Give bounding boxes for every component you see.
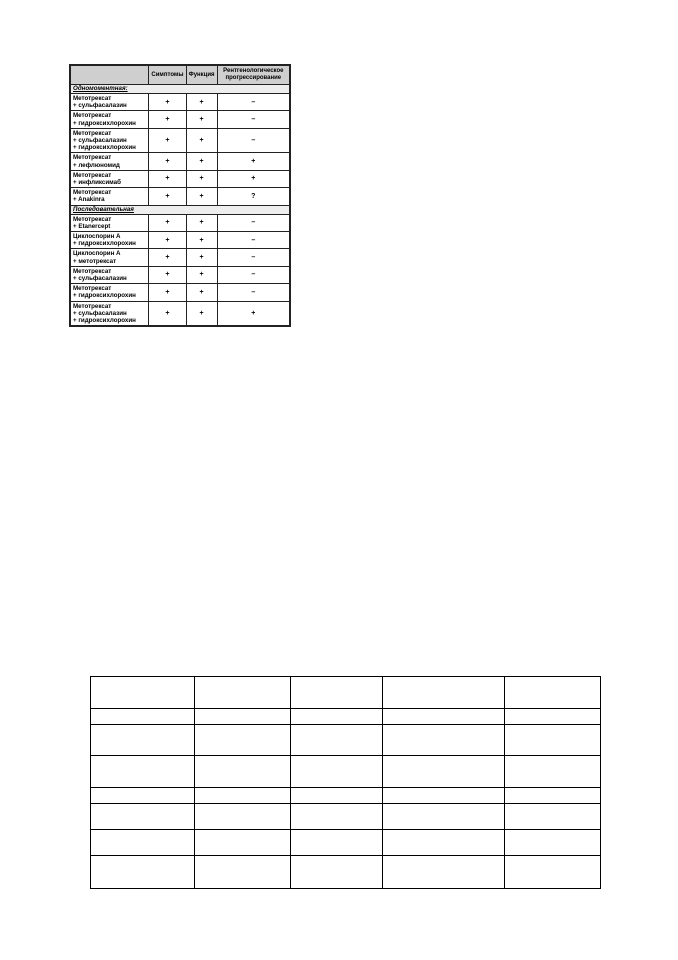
drug-cell	[71, 111, 149, 128]
grid-row	[91, 725, 601, 756]
grid-cell	[383, 856, 505, 889]
grid-cell	[91, 756, 195, 788]
table-row	[71, 284, 290, 301]
grid-row	[91, 756, 601, 788]
grid-cell	[383, 709, 505, 725]
table-row	[71, 266, 290, 283]
drug-line: Метотрексат	[73, 285, 112, 293]
grid-cell	[195, 830, 291, 856]
table-row	[71, 128, 290, 153]
grid-cell	[91, 709, 195, 725]
drug-cell	[71, 266, 149, 283]
mark-cell: +	[186, 111, 217, 128]
drug-cell	[71, 214, 149, 231]
drug-line: + метотрексат	[73, 257, 117, 265]
mark-cell: +	[149, 214, 186, 231]
mark-cell: +	[186, 301, 217, 326]
mark-cell: +	[217, 301, 289, 326]
table-row	[71, 188, 290, 205]
grid-cell	[291, 709, 383, 725]
section-row	[71, 85, 290, 94]
grid-cell	[195, 804, 291, 830]
mark-cell: –	[217, 111, 289, 128]
mark-cell: +	[149, 301, 186, 326]
header-cell: Симптомы	[149, 66, 186, 85]
table-row	[71, 249, 290, 266]
mark-cell: +	[149, 249, 186, 266]
section-title: Одномоментная:	[71, 85, 290, 94]
mark-cell: –	[217, 94, 289, 111]
grid-cell	[195, 856, 291, 889]
grid-cell	[195, 756, 291, 788]
grid-cell	[383, 788, 505, 804]
section-row	[71, 205, 290, 214]
grid-cell	[91, 677, 195, 709]
drug-line: Метотрексат	[73, 154, 112, 162]
mark-cell: +	[186, 128, 217, 153]
drug-cell	[71, 94, 149, 111]
drug-line: Метотрексат	[73, 215, 112, 223]
drug-line: + сульфасалазин	[73, 275, 127, 283]
mark-cell: +	[186, 232, 217, 249]
grid-cell	[505, 709, 601, 725]
mark-cell: ?	[217, 188, 289, 205]
drug-line: + сульфасалазин	[73, 102, 127, 110]
mark-cell: –	[217, 128, 289, 153]
grid-cell	[505, 830, 601, 856]
mark-cell: +	[149, 170, 186, 187]
header-cell: Рентгенологическое прогрессирование	[217, 66, 289, 85]
drug-line: Метотрексат	[73, 189, 112, 197]
drug-line: + гидроксихлорохин	[73, 292, 136, 300]
header-cell: Функция	[186, 66, 217, 85]
drug-line: + гидроксихлорохин	[73, 317, 136, 325]
grid-cell	[91, 788, 195, 804]
grid-cell	[291, 725, 383, 756]
grid-cell	[383, 725, 505, 756]
drug-line: Метотрексат	[73, 302, 112, 310]
mark-cell: +	[186, 214, 217, 231]
grid-cell	[195, 677, 291, 709]
drug-cell	[71, 232, 149, 249]
grid-cell	[505, 804, 601, 830]
grid-cell	[383, 804, 505, 830]
drug-line: Метотрексат	[73, 95, 112, 102]
drug-line: + Anakinra	[73, 196, 105, 204]
mark-cell: +	[186, 170, 217, 187]
drug-line: + инфликсимаб	[73, 179, 121, 187]
drug-line: + гидроксихлорохин	[73, 144, 136, 152]
grid-row	[91, 804, 601, 830]
grid-cell	[91, 804, 195, 830]
drug-line: + гидроксихлорохин	[73, 240, 136, 248]
grid-cell	[291, 804, 383, 830]
grid-cell	[291, 830, 383, 856]
drug-line: Метотрексат	[73, 267, 112, 275]
mark-cell: +	[149, 232, 186, 249]
grid-cell	[291, 677, 383, 709]
empty-grid-table	[90, 676, 601, 889]
grid-cell	[291, 856, 383, 889]
grid-cell	[505, 856, 601, 889]
drug-cell	[71, 249, 149, 266]
grid-row	[91, 856, 601, 889]
drug-cell	[71, 188, 149, 205]
drug-line: Циклоспорин А	[73, 233, 121, 241]
grid-row	[91, 709, 601, 725]
mark-cell: +	[149, 128, 186, 153]
mark-cell: +	[149, 188, 186, 205]
grid-cell	[291, 788, 383, 804]
grid-cell	[195, 709, 291, 725]
drug-line: Метотрексат	[73, 112, 112, 120]
drug-line: Метотрексат	[73, 129, 112, 137]
drug-cell	[71, 301, 149, 326]
drug-line: + Etanercept	[73, 222, 111, 230]
mark-cell: +	[186, 94, 217, 111]
mark-cell: +	[186, 266, 217, 283]
mark-cell: –	[217, 232, 289, 249]
grid-cell	[91, 830, 195, 856]
header-cell	[71, 66, 149, 85]
mark-cell: +	[217, 153, 289, 170]
table-row	[71, 170, 290, 187]
drug-line: + сульфасалазин	[73, 137, 127, 145]
drug-cell	[71, 128, 149, 153]
mark-cell: –	[217, 214, 289, 231]
drug-line: + сульфасалазин	[73, 309, 127, 317]
table-row	[71, 153, 290, 170]
drug-cell	[71, 170, 149, 187]
drug-line: Метотрексат	[73, 171, 112, 179]
table-row	[71, 214, 290, 231]
mark-cell: +	[186, 284, 217, 301]
mark-cell: +	[186, 249, 217, 266]
drug-line: + гидроксихлорохин	[73, 119, 136, 127]
grid-cell	[505, 788, 601, 804]
drug-cell	[71, 284, 149, 301]
table-row	[71, 232, 290, 249]
table-row	[71, 111, 290, 128]
mark-cell: –	[217, 284, 289, 301]
grid-cell	[91, 725, 195, 756]
grid-cell	[195, 788, 291, 804]
mark-cell: +	[149, 266, 186, 283]
header-row	[71, 66, 290, 85]
scanned-table-image	[69, 64, 291, 327]
table-row	[71, 94, 290, 111]
mark-cell: +	[186, 188, 217, 205]
mark-cell: +	[217, 170, 289, 187]
mark-cell: +	[149, 284, 186, 301]
drug-cell	[71, 153, 149, 170]
grid-cell	[383, 677, 505, 709]
grid-cell	[383, 830, 505, 856]
mark-cell: +	[186, 153, 217, 170]
mark-cell: –	[217, 249, 289, 266]
mark-cell: –	[217, 266, 289, 283]
grid-row	[91, 677, 601, 709]
section-title: Последовательная	[71, 205, 290, 214]
grid-cell	[505, 677, 601, 709]
grid-cell	[195, 725, 291, 756]
grid-cell	[505, 725, 601, 756]
mark-cell: +	[149, 111, 186, 128]
grid-cell	[505, 756, 601, 788]
table-row	[71, 301, 290, 326]
combination-therapy-table	[70, 65, 290, 326]
mark-cell: +	[149, 94, 186, 111]
grid-cell	[291, 756, 383, 788]
mark-cell: +	[149, 153, 186, 170]
grid-row	[91, 830, 601, 856]
drug-line: Циклоспорин А	[73, 250, 121, 258]
grid-row	[91, 788, 601, 804]
grid-cell	[383, 756, 505, 788]
grid-cell	[91, 856, 195, 889]
drug-line: + лефлюномид	[73, 161, 120, 169]
